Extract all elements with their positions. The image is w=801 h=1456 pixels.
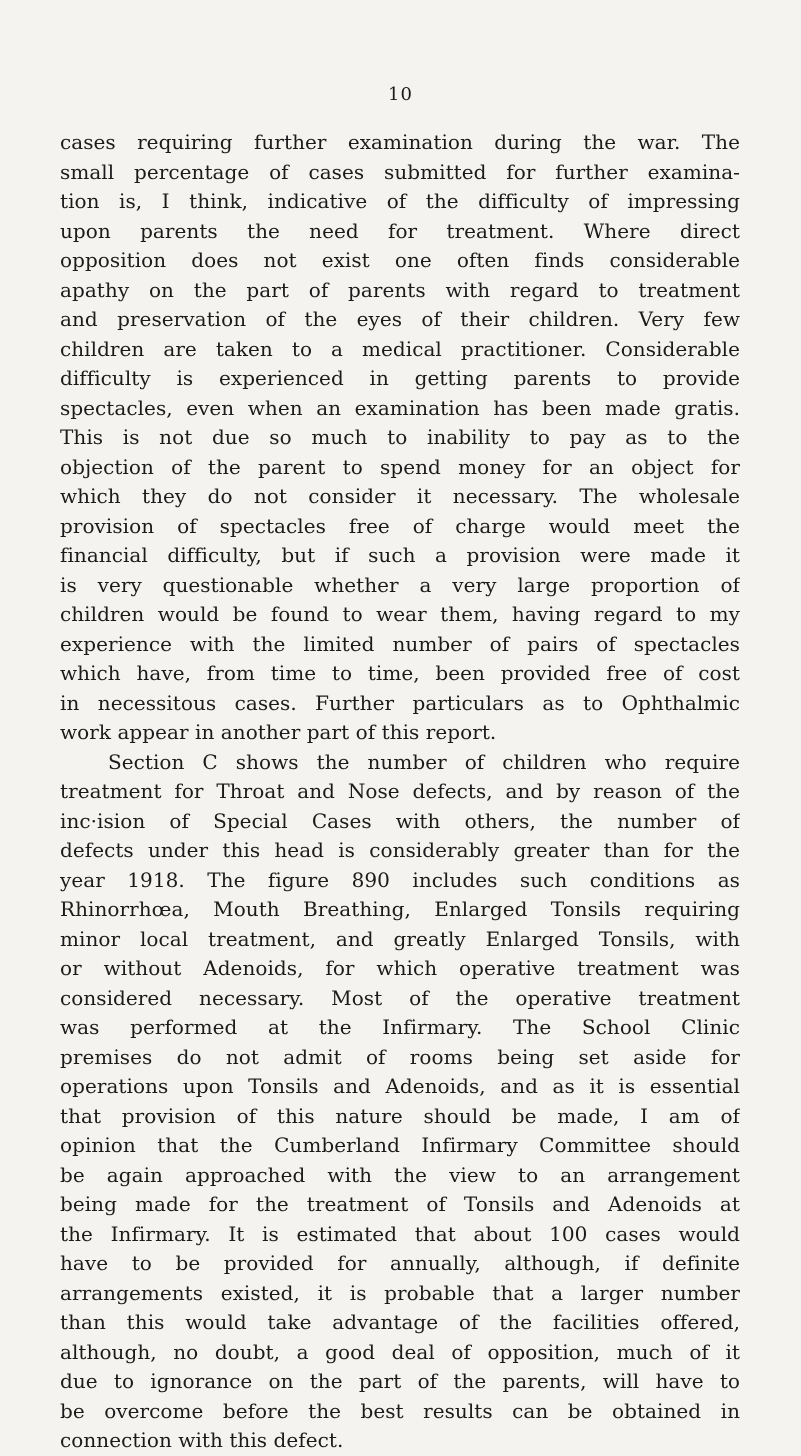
text-line: is very questionable whether a very large proportion of bbox=[60, 572, 740, 597]
text-line: was performed at the Infirmary. The School Clinic bbox=[60, 1015, 740, 1039]
text-line: have to be provided for annually, although, if definite bbox=[60, 1251, 740, 1275]
text-line: premises do not admit of rooms being set aside for bbox=[60, 1044, 740, 1069]
text-line: and preservation of the eyes of their children. Very few bbox=[60, 307, 740, 331]
text-line: small percentage of cases submitted for further examina- bbox=[60, 159, 740, 184]
text-line: than this would take advantage of the facilities offered, bbox=[60, 1310, 740, 1334]
text-line: treatment for Throat and Nose defects, and by reason of the bbox=[60, 779, 740, 803]
text-line: financial difficulty, but if such a provision were made it bbox=[60, 543, 740, 567]
text-line: or without Adenoids, for which operative treatment was bbox=[60, 956, 740, 980]
text-line: work appear in another part of this report. bbox=[60, 720, 497, 744]
text-line: apathy on the part of parents with regard to treatment bbox=[60, 277, 740, 302]
text-line: defects under this head is considerably greater than for the bbox=[60, 838, 740, 862]
text-line: which have, from time to time, been provided free of cost bbox=[60, 661, 740, 685]
text-line: upon parents the need for treatment. Where direct bbox=[60, 218, 740, 243]
text-line: arrangements existed, it is probable that a larger number bbox=[60, 1280, 740, 1305]
text-line: connection with this defect. bbox=[60, 1428, 344, 1452]
text-line: in necessitous cases. Further particulars as to Ophthalmic bbox=[60, 690, 740, 715]
text-line: which they do not consider it necessary. The wholesale bbox=[60, 484, 740, 508]
text-line: inc·ision of Special Cases with others, the number of bbox=[60, 808, 740, 833]
body-text bbox=[60, 128, 740, 1456]
text-line: opinion that the Cumberland Infirmary Committee should bbox=[60, 1133, 740, 1157]
paragraph-start-line: Section C shows the number of children who require bbox=[108, 749, 740, 774]
text-line: due to ignorance on the part of the parents, will have to bbox=[60, 1369, 740, 1393]
text-line: although, no doubt, a good deal of opposition, much of it bbox=[60, 1339, 740, 1364]
page-number: 10 bbox=[388, 84, 413, 105]
text-line: that provision of this nature should be made, I am of bbox=[60, 1103, 740, 1128]
text-line: opposition does not exist one often finds considerable bbox=[60, 248, 740, 272]
text-line: operations upon Tonsils and Adenoids, and as it is essential bbox=[60, 1074, 740, 1098]
text-line: difficulty is experienced in getting parents to provide bbox=[60, 366, 740, 390]
text-line: children are taken to a medical practitioner. Considerable bbox=[60, 336, 740, 361]
text-line: spectacles, even when an examination has been made gratis. bbox=[60, 395, 740, 420]
text-line: be overcome before the best results can be obtained in bbox=[60, 1398, 740, 1423]
text-line: the Infirmary. It is estimated that about 100 cases would bbox=[60, 1221, 740, 1246]
text-line: provision of spectacles free of charge would meet the bbox=[60, 513, 740, 538]
text-line: This is not due so much to inability to pay as to the bbox=[60, 425, 740, 449]
text-line: tion is, I think, indicative of the difficulty of impressing bbox=[60, 189, 740, 213]
text-line: be again approached with the view to an arrangement bbox=[60, 1162, 740, 1187]
text-line: children would be found to wear them, having regard to my bbox=[60, 602, 740, 626]
text-line: minor local treatment, and greatly Enlarged Tonsils, with bbox=[60, 926, 740, 951]
text-line: considered necessary. Most of the operative treatment bbox=[60, 985, 740, 1010]
text-line: year 1918. The figure 890 includes such conditions as bbox=[60, 867, 740, 892]
text-line: cases requiring further examination during the war. The bbox=[60, 130, 740, 154]
text-line: experience with the limited number of pairs of spectacles bbox=[60, 631, 740, 656]
text-line: objection of the parent to spend money for an object for bbox=[60, 454, 740, 479]
text-line: being made for the treatment of Tonsils and Adenoids at bbox=[60, 1192, 740, 1216]
text-line: Rhinorrhœa, Mouth Breathing, Enlarged Tonsils requiring bbox=[60, 897, 740, 921]
